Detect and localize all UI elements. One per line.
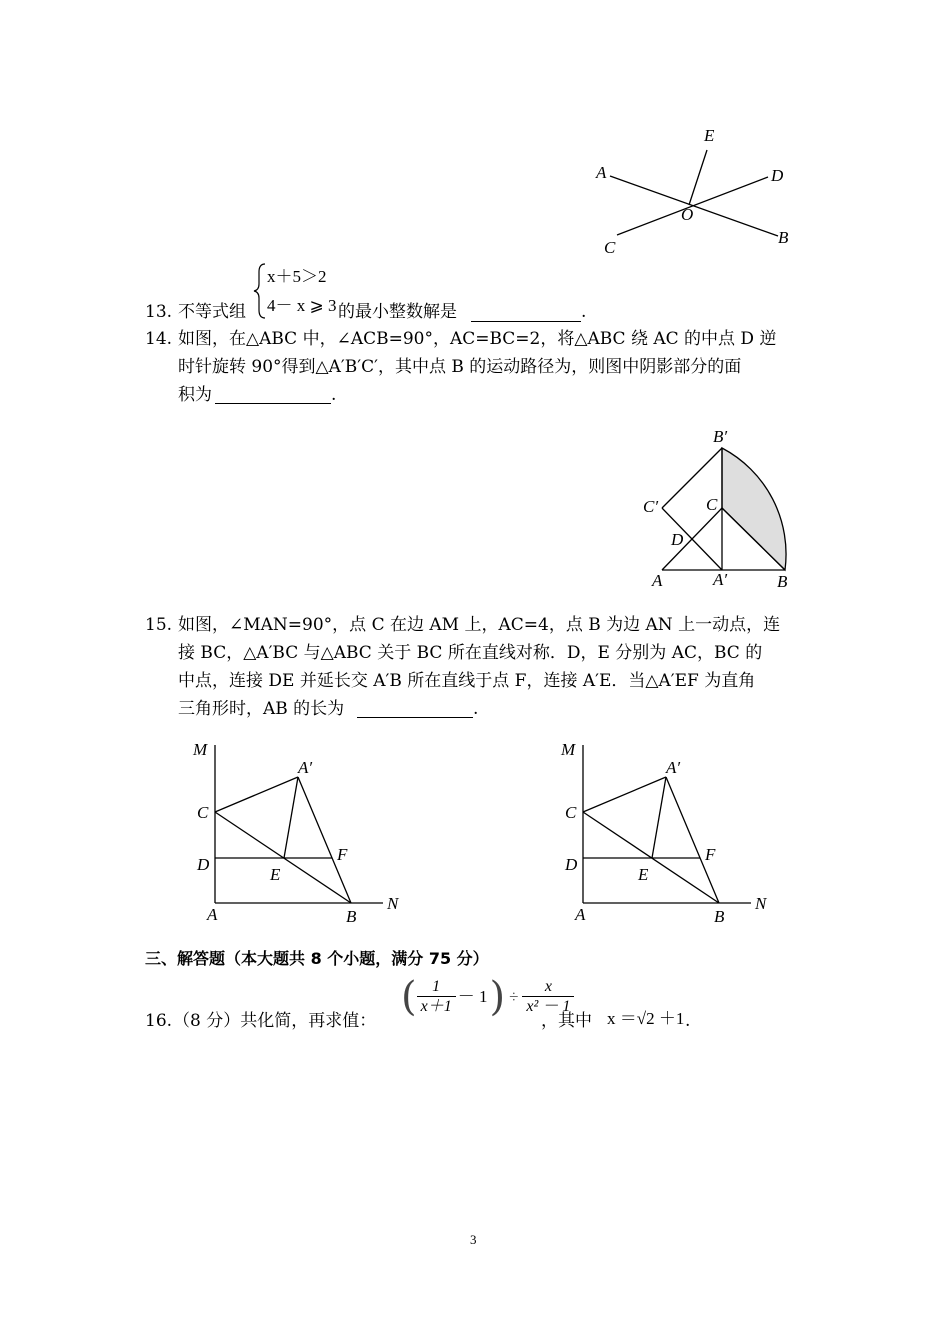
label-d: D (671, 530, 684, 549)
label-d: D (565, 855, 578, 874)
right-paren-icon: ) (489, 974, 506, 1020)
label-a: A (596, 163, 607, 182)
q13-ineq-1: x＋5＞2 (267, 267, 327, 286)
q13-answer-blank (471, 303, 581, 322)
label-c-prime: C′ (643, 497, 659, 516)
label-a: A (575, 905, 586, 924)
label-f: F (337, 845, 348, 864)
brace-icon (253, 262, 267, 320)
figure-15-right (553, 735, 783, 935)
fraction-1: $\frac{1}{x+1}$ (417, 978, 456, 1017)
label-c: C (565, 803, 577, 822)
question-16 (145, 975, 845, 1045)
q13-prefix: 不等式组 (178, 302, 246, 322)
divide-sign: ÷ (509, 986, 519, 1006)
label-d: D (771, 166, 784, 185)
q14-line-2: 时针旋转 90°得到△A′B′C′，其中点 B 的运动路径为，则图中阴影部分的面 (178, 357, 742, 377)
q16-x-value: x ＝√2 ＋1 (607, 1009, 685, 1028)
label-a-prime: A′ (666, 758, 681, 777)
label-e: E (638, 865, 649, 884)
label-b: B (346, 907, 357, 926)
label-b: B (778, 228, 789, 247)
left-paren-icon: ( (401, 974, 417, 1020)
label-a-prime: A′ (713, 570, 728, 589)
label-m: M (193, 740, 208, 759)
label-b-prime: B′ (713, 427, 728, 446)
q16-text: （8 分）共化简，再求值： (173, 1011, 377, 1031)
label-a: A (652, 571, 663, 590)
label-a-prime: A′ (298, 758, 313, 777)
q13-end: . (581, 302, 587, 322)
q16-number: 16. (145, 1011, 173, 1031)
q15-line-4: 三角形时，AB 的长为 (178, 699, 345, 719)
label-b: B (714, 907, 725, 926)
label-a: A (207, 905, 218, 924)
label-n: N (755, 894, 767, 913)
angle-figure (590, 120, 800, 260)
page-number: 3 (470, 1232, 477, 1247)
figure-14 (635, 420, 805, 600)
question-15 (145, 611, 845, 726)
q16-end: . (685, 1011, 691, 1031)
label-n: N (387, 894, 399, 913)
label-m: M (561, 740, 576, 759)
label-c: C (197, 803, 209, 822)
q14-line-1: 如图，在△ABC 中，∠ACB=90°，AC=BC=2，将△ABC 绕 AC 的中点 D 逆 (178, 329, 777, 349)
minus-one: － 1 (457, 986, 488, 1006)
label-o: O (681, 205, 694, 224)
section-title: 三、解答题（本大题共 8 个小题，满分 75 分） (145, 949, 489, 968)
q13-suffix: 的最小整数解是 (338, 302, 457, 322)
q14-line-3: 积为 (178, 385, 212, 405)
q14-answer-blank (215, 385, 331, 404)
label-c: C (706, 495, 718, 514)
q15-line-3: 中点，连接 DE 并延长交 A′B 所在直线于点 F，连接 A′E．当△A′EF 为直角 (178, 671, 756, 691)
label-e: E (704, 126, 715, 145)
label-e: E (270, 865, 281, 884)
q13-number: 13. (145, 302, 173, 322)
label-d: D (197, 855, 210, 874)
question-13 (145, 258, 845, 328)
q15-end: . (473, 699, 479, 719)
fraction-2: $\frac{x}{\text{x² － 1}}$ (522, 978, 574, 1017)
question-14 (145, 325, 845, 415)
q13-ineq-2: 4－ x ⩾ 3 (267, 296, 337, 315)
q15-line-1: 如图，∠MAN=90°，点 C 在边 AM 上，AC=4，点 B 为边 AN 上一动点，连 (178, 615, 781, 635)
q16-where: ，其中 (541, 1011, 592, 1031)
label-f: F (705, 845, 716, 864)
label-c: C (604, 238, 616, 257)
q15-line-2: 接 BC，△A′BC 与△ABC 关于 BC 所在直线对称．D，E 分别为 AC，BC 的 (178, 643, 763, 663)
label-b: B (777, 572, 788, 591)
q14-number: 14. (145, 329, 173, 349)
q15-answer-blank (357, 699, 473, 718)
q15-number: 15. (145, 615, 173, 635)
figure-15-left (185, 735, 415, 935)
q14-end: . (331, 385, 337, 405)
